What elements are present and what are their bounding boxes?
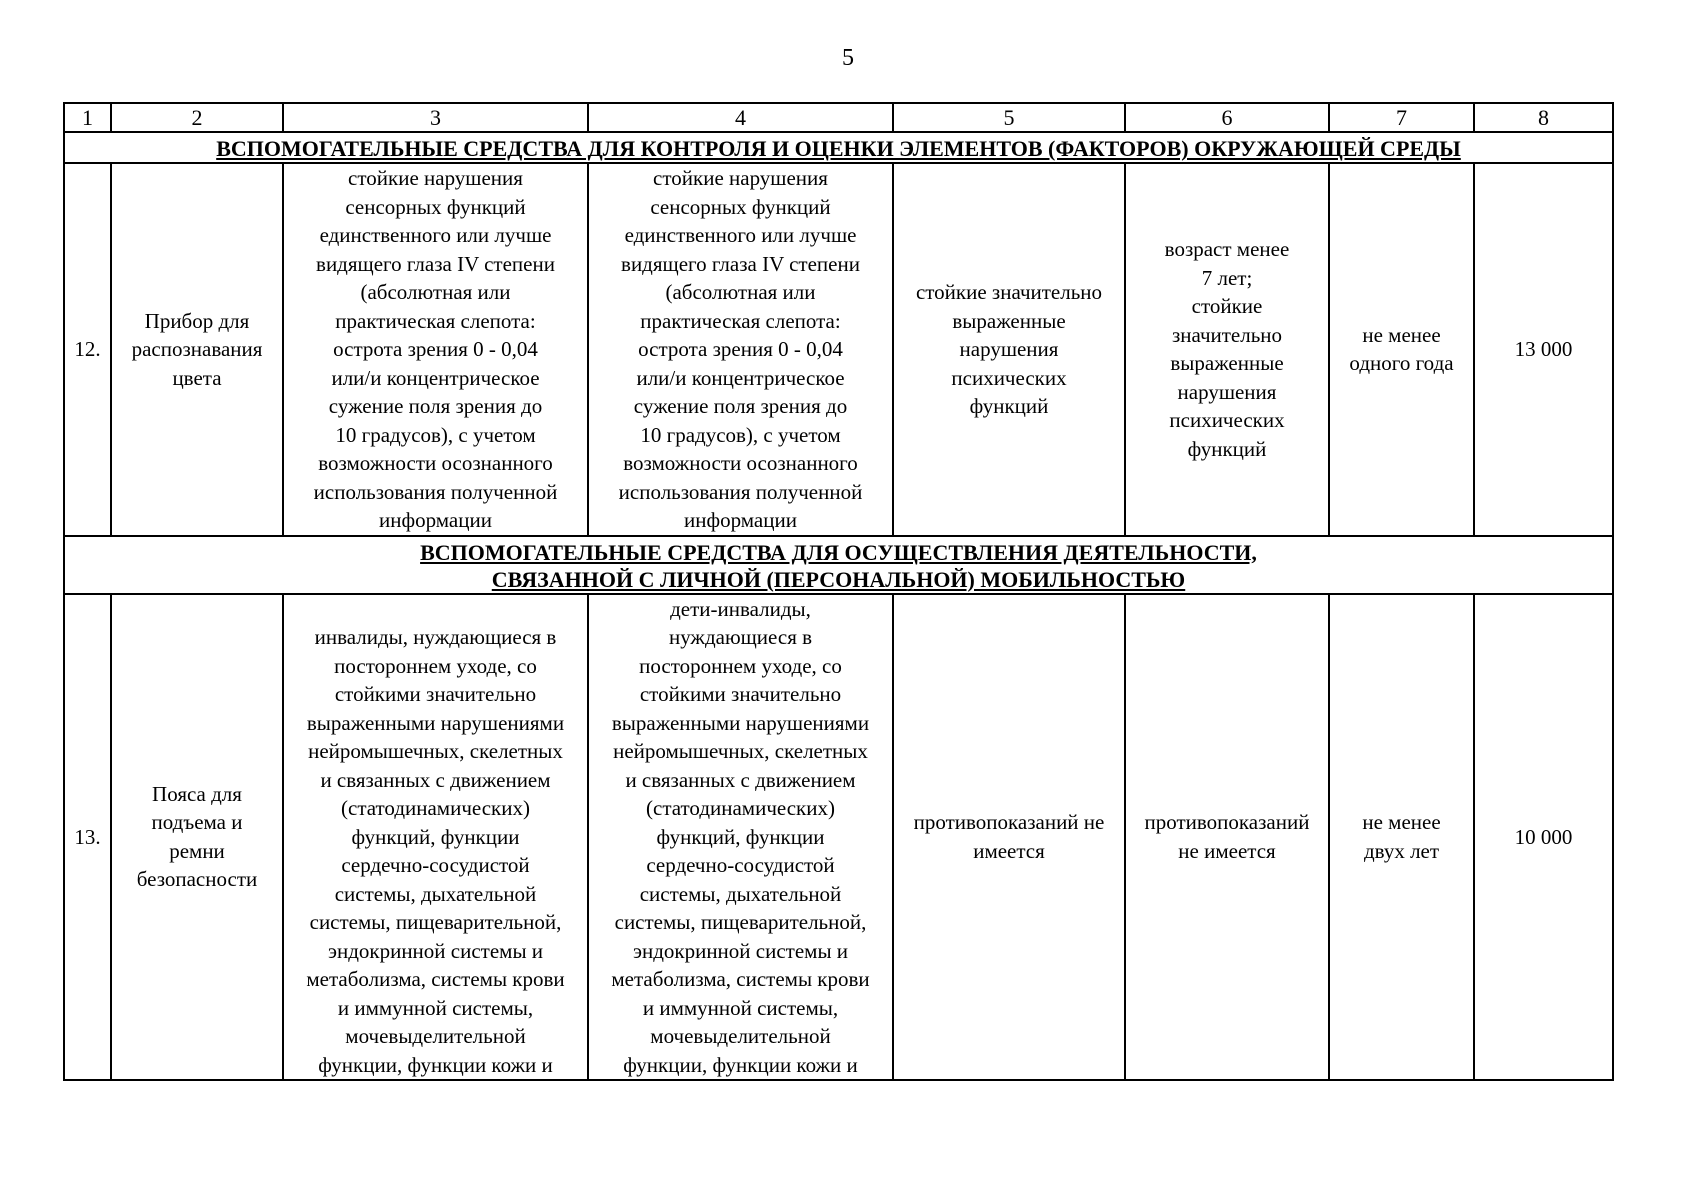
contraindications-children (1125, 163, 1329, 536)
row-number: 12. (64, 163, 111, 536)
indications-children-text: дети-инвалиды, нуждающиеся в постороннем уходе, со стойкими значительно выраженными нарушениями нейромышечных, скелетных и связанных с движением (статодинамических) функций, функции сердечно-сосудистой системы, дыхательной системы, пищеварительной, эндокринной системы и метаболизма, системы крови и иммунной системы, мочевыделительной функции, функции кожи и (611, 596, 870, 1077)
section-title-text: ВСПОМОГАТЕЛЬНЫЕ СРЕДСТВА ДЛЯ КОНТРОЛЯ И ОЦЕНКИ ЭЛЕМЕНТОВ (ФАКТОРОВ) ОКРУЖАЮЩЕЙ СРЕДЫ (216, 136, 1461, 161)
indications-children (588, 594, 893, 1081)
section-header-row (64, 132, 1613, 163)
contraindications-adults (893, 163, 1125, 536)
section-header-row (64, 536, 1613, 594)
indications-adults-text: стойкие нарушения сенсорных функций единственного или лучше видящего глаза IV степени (абсолютная или практическая слепота: острота зрения 0 - 0,04 или/и концентрическое сужение поля зрения до 10 градусов), с учетом возможности осознанного использования полученной информации (313, 166, 558, 532)
cost: 10 000 (1474, 594, 1613, 1081)
indications-adults-text: инвалиды, нуждающиеся в постороннем уходе, со стойкими значительно выраженными нарушениями нейромышечных, скелетных и связанных с движением (статодинамических) функций, функции сердечно-сосудистой системы, дыхательной системы, пищеварительной, эндокринной системы и метаболизма, системы крови и иммунной системы, мочевыделительной функции, функции кожи и (306, 625, 565, 1077)
column-number: 5 (893, 103, 1125, 132)
row-number: 13. (64, 594, 111, 1081)
item-name (111, 163, 283, 536)
column-number-row (64, 103, 1613, 132)
item-name-text: Прибор для распознавания цвета (131, 308, 263, 390)
column-number: 1 (64, 103, 111, 132)
usage-term-text: не менее двух лет (1362, 810, 1441, 863)
column-number: 4 (588, 103, 893, 132)
contraindications-adults (893, 594, 1125, 1081)
indications-children (588, 163, 893, 536)
indications-adults (283, 163, 588, 536)
column-number: 6 (1125, 103, 1329, 132)
indications-children-text: стойкие нарушения сенсорных функций единственного или лучше видящего глаза IV степени (абсолютная или практическая слепота: острота зрения 0 - 0,04 или/и концентрическое сужение поля зрения до 10 градусов), с учетом возможности осознанного использования полученной информации (618, 166, 863, 532)
section-title (64, 132, 1613, 163)
usage-term-text: не менее одного года (1349, 322, 1454, 376)
page-number: 5 (842, 45, 854, 71)
table-row (64, 594, 1613, 1081)
column-number: 8 (1474, 103, 1613, 132)
contraindications-adults-text: противопоказаний не имеется (913, 810, 1105, 863)
usage-term (1329, 594, 1474, 1081)
usage-term (1329, 163, 1474, 536)
cost: 13 000 (1474, 163, 1613, 536)
contraindications-children (1125, 594, 1329, 1081)
table-row (64, 163, 1613, 536)
column-number: 2 (111, 103, 283, 132)
column-number: 3 (283, 103, 588, 132)
benefits-table (63, 102, 1614, 1081)
indications-adults (283, 594, 588, 1081)
item-name-text: Пояса для подъема и ремни безопасности (136, 781, 258, 892)
section-title-text: ВСПОМОГАТЕЛЬНЫЕ СРЕДСТВА ДЛЯ ОСУЩЕСТВЛЕНИЯ ДЕЯТЕЛЬНОСТИ, СВЯЗАННОЙ С ЛИЧНОЙ (ПЕРСОНАЛЬНОЙ) МОБИЛЬНОСТЬЮ (420, 539, 1257, 592)
contraindications-children-text: возраст менее 7 лет; стойкие значительно выраженные нарушения психических функций (1164, 237, 1290, 461)
column-number: 7 (1329, 103, 1474, 132)
contraindications-children-text: противопоказаний не имеется (1144, 810, 1310, 863)
section-title (64, 536, 1613, 594)
item-name (111, 594, 283, 1081)
contraindications-adults-text: стойкие значительно выраженные нарушения психических функций (915, 280, 1103, 418)
